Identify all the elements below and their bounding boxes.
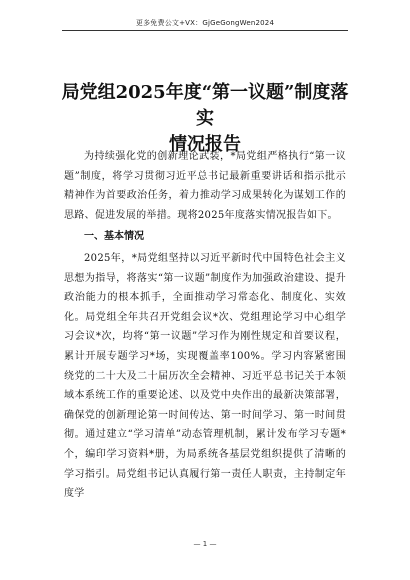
intro-paragraph: 为持续强化党的创新理论武装，*局党组严格执行“第一议题”制度，将学习贯彻习近平总书记最新重要讲话和指示批示精神作为首要政治任务，着力推动学习成果转化为谋划工作的思路、促进发展的举措。现将2025年度落实情况报告如下。 [64, 151, 346, 221]
header-divider [62, 30, 348, 31]
page-number: — 1 — [193, 540, 217, 548]
title-line-1: 局党组2025年度“第一议题”制度落实 [61, 82, 349, 129]
header-note: 更多免费公文+VX：GjGeGongWen2024 [135, 19, 275, 27]
document-body [64, 147, 346, 504]
title-line-2: 情况报告 [169, 134, 241, 155]
section-paragraph: 2025年，*局党组坚持以习近平新时代中国特色社会主义思想为指导，将落实“第一议题”制度作为加强政治建设、提升政治能力的根本抓手，全面推动学习常态化、制度化、实效化。局党组全年共召开党组会议*次、党组理论学习中心组学习会议*次，均将“第一议题”学习作为刚性规定和首要议程，累计开展专题学习*场，实现覆盖率100%。学习内容紧密围绕党的二十大及二十届历次全会精神、习近平总书记关于本领域本系统工作的重要论述、以及党中央作出的最新决策部署，确保党的创新理论第一时间传达、第一时间学习、第一时间贯彻。通过建立“学习清单”动态管理机制，累计发布学习专题*个，编印学习资料*册，为局系统各基层党组织提供了清晰的学习指引。局党组书记认真履行第一责任人职责，主持制定年度学 [64, 252, 346, 500]
section-heading: 一、基本情况 [84, 231, 144, 243]
